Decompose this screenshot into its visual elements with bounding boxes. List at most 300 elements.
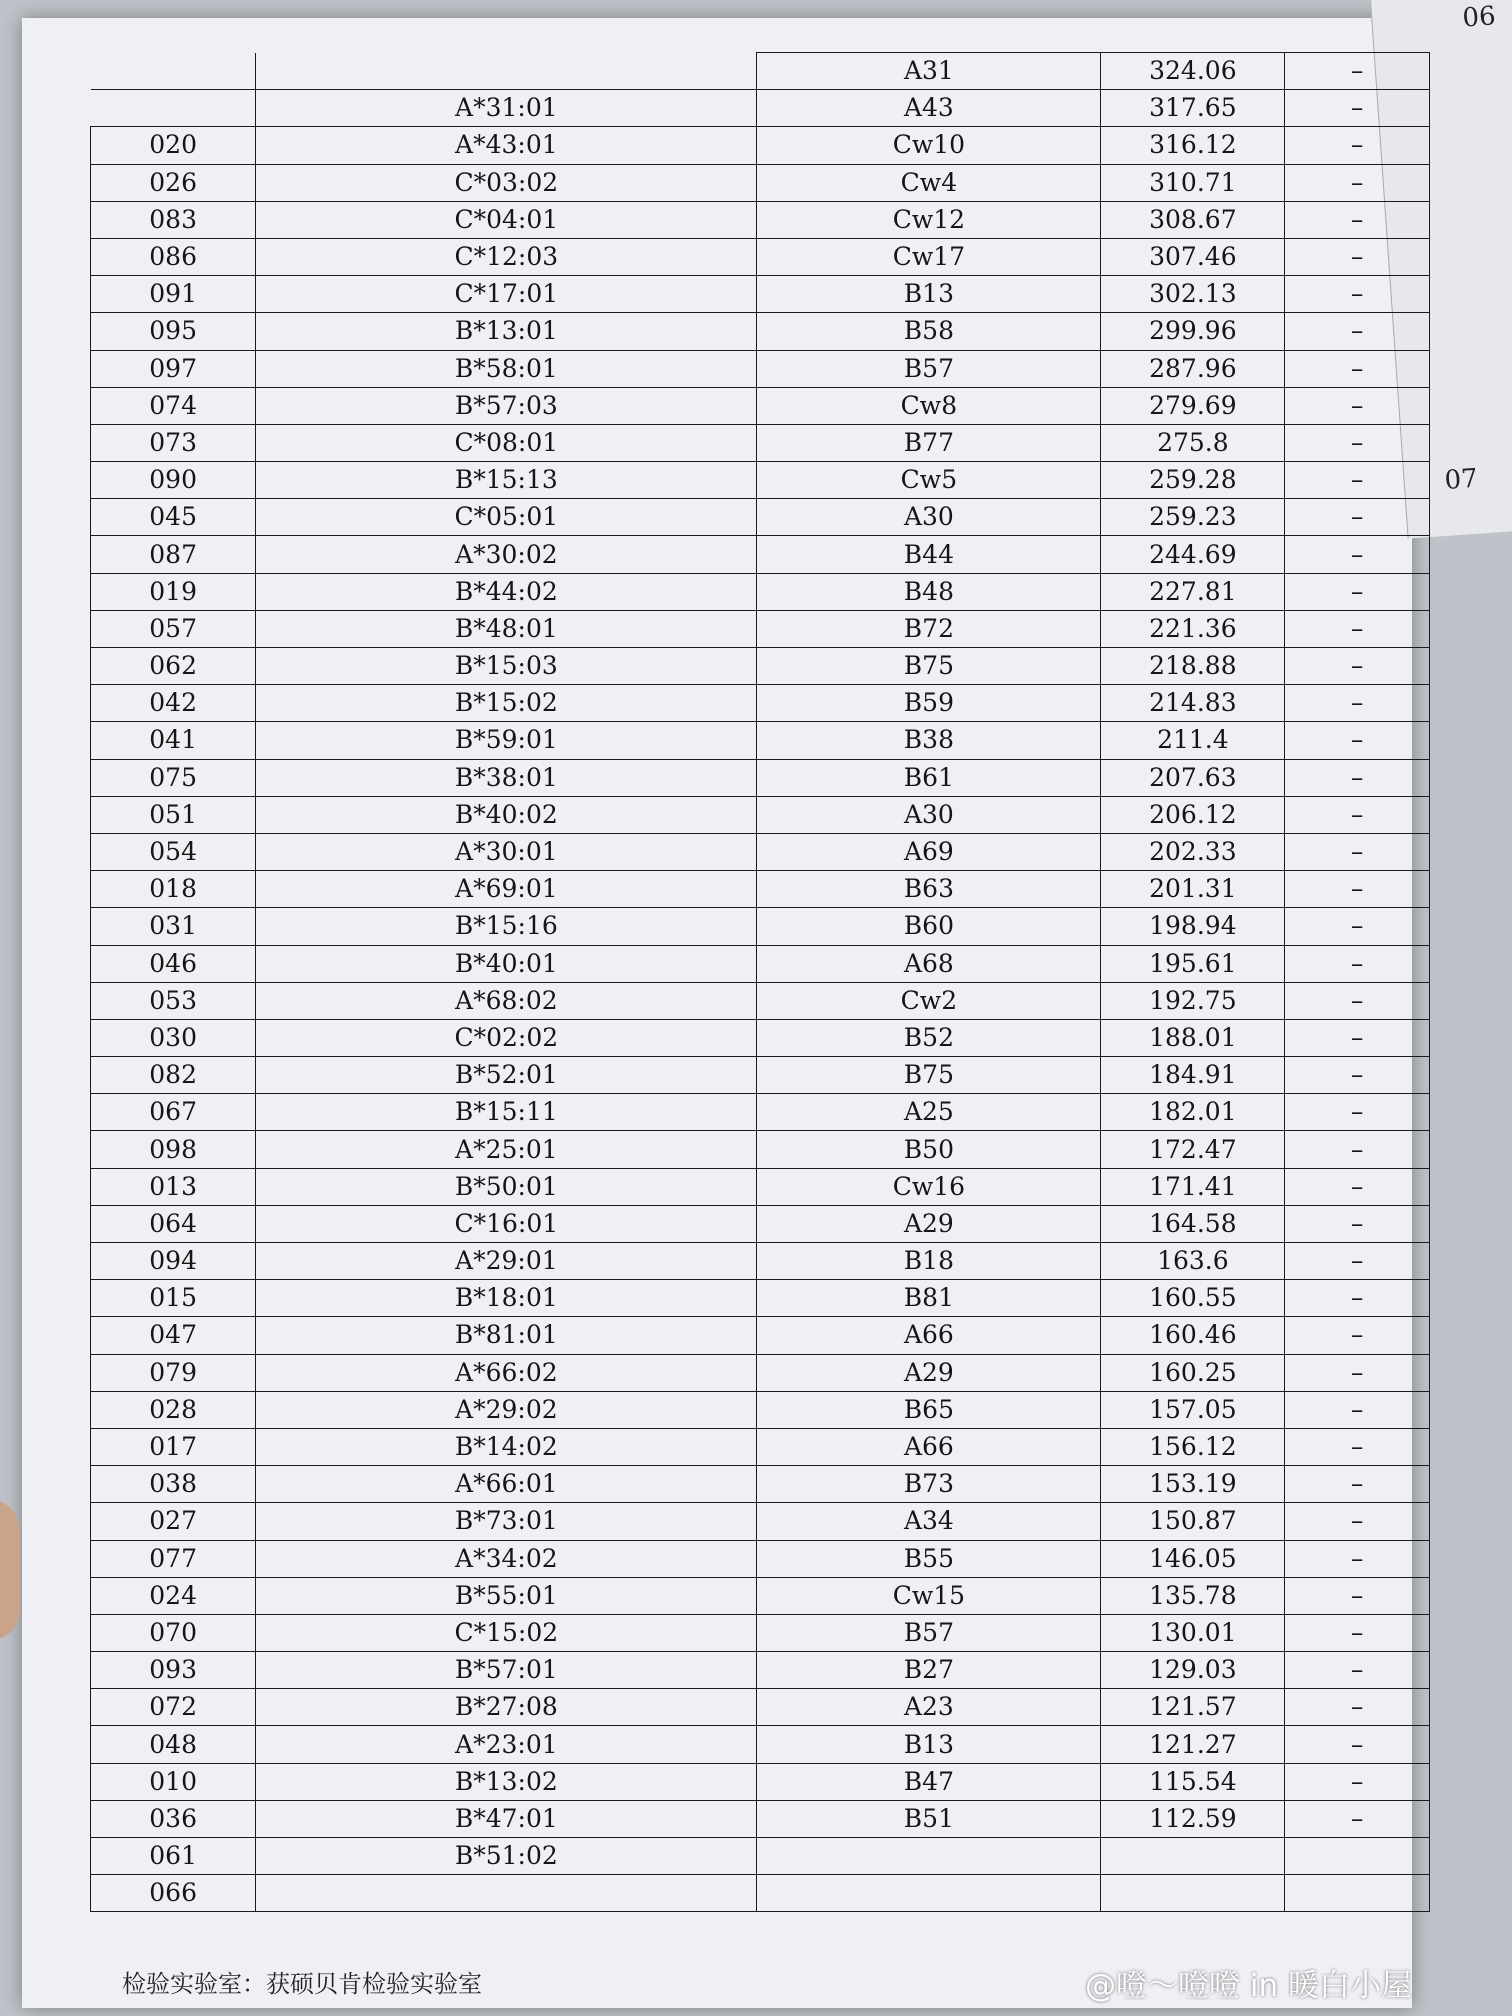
id-cell: 038 (91, 1466, 256, 1503)
allele-cell: B*81:01 (256, 1317, 757, 1354)
value-cell: 160.46 (1101, 1317, 1285, 1354)
antigen-cell: B13 (757, 1726, 1101, 1763)
table-row (91, 1503, 1430, 1540)
allele-cell: B*38:01 (256, 759, 757, 796)
table-row (91, 201, 1430, 238)
id-cell: 027 (91, 1503, 256, 1540)
antigen-cell: B65 (757, 1391, 1101, 1428)
allele-cell: A*66:01 (256, 1466, 757, 1503)
value-cell: 150.87 (1101, 1503, 1285, 1540)
result-cell: – (1285, 1391, 1430, 1428)
allele-cell: B*50:01 (256, 1168, 757, 1205)
table-row (91, 1168, 1430, 1205)
table-row (91, 276, 1430, 313)
value-cell: 302.13 (1101, 276, 1285, 313)
table-row (91, 610, 1430, 647)
allele-cell: A*66:02 (256, 1354, 757, 1391)
result-cell: – (1285, 1019, 1430, 1056)
id-cell: 062 (91, 648, 256, 685)
value-cell: 279.69 (1101, 387, 1285, 424)
antigen-cell: Cw17 (757, 238, 1101, 275)
result-cell: – (1285, 536, 1430, 573)
value-cell: 221.36 (1101, 610, 1285, 647)
table-row (91, 1652, 1430, 1689)
antigen-cell: B38 (757, 722, 1101, 759)
value-cell: 227.81 (1101, 573, 1285, 610)
allele-cell: B*57:01 (256, 1652, 757, 1689)
table-row (91, 796, 1430, 833)
allele-cell: B*57:03 (256, 387, 757, 424)
value-cell: 202.33 (1101, 833, 1285, 870)
result-cell: – (1285, 1577, 1430, 1614)
allele-cell: A*30:01 (256, 833, 757, 870)
result-cell: – (1285, 90, 1430, 127)
allele-cell: C*17:01 (256, 276, 757, 313)
result-cell: – (1285, 722, 1430, 759)
antigen-cell: A23 (757, 1689, 1101, 1726)
result-cell: – (1285, 1466, 1430, 1503)
antigen-cell: B81 (757, 1280, 1101, 1317)
table-row (91, 1280, 1430, 1317)
table-row (91, 1094, 1430, 1131)
table-row (91, 1205, 1430, 1242)
id-cell: 018 (91, 871, 256, 908)
result-cell: – (1285, 164, 1430, 201)
table-row (91, 1428, 1430, 1465)
antigen-cell: B57 (757, 1614, 1101, 1651)
table-row (91, 536, 1430, 573)
allele-cell: B*44:02 (256, 573, 757, 610)
value-cell: 115.54 (1101, 1763, 1285, 1800)
result-cell: – (1285, 833, 1430, 870)
antigen-cell: Cw12 (757, 201, 1101, 238)
id-cell: 086 (91, 238, 256, 275)
antigen-cell: B57 (757, 350, 1101, 387)
value-cell: 156.12 (1101, 1428, 1285, 1465)
value-cell: 184.91 (1101, 1057, 1285, 1094)
value-cell: 201.31 (1101, 871, 1285, 908)
id-cell: 057 (91, 610, 256, 647)
result-cell: – (1285, 685, 1430, 722)
allele-cell: B*55:01 (256, 1577, 757, 1614)
id-cell: 073 (91, 424, 256, 461)
allele-cell: B*15:13 (256, 462, 757, 499)
result-cell: – (1285, 1614, 1430, 1651)
table-row (91, 1131, 1430, 1168)
allele-cell: B*52:01 (256, 1057, 757, 1094)
allele-cell: C*02:02 (256, 1019, 757, 1056)
antigen-cell: B60 (757, 908, 1101, 945)
antigen-cell: A30 (757, 796, 1101, 833)
antigen-cell: B75 (757, 1057, 1101, 1094)
value-cell: 316.12 (1101, 127, 1285, 164)
id-cell: 013 (91, 1168, 256, 1205)
result-cell: – (1285, 1726, 1430, 1763)
value-cell: 160.55 (1101, 1280, 1285, 1317)
table-row (91, 90, 1430, 127)
id-cell: 017 (91, 1428, 256, 1465)
value-cell: 171.41 (1101, 1168, 1285, 1205)
value-cell: 121.57 (1101, 1689, 1285, 1726)
value-cell: 211.4 (1101, 722, 1285, 759)
antigen-cell: B50 (757, 1131, 1101, 1168)
id-cell: 090 (91, 462, 256, 499)
table-row (91, 1317, 1430, 1354)
antigen-cell (757, 1838, 1101, 1875)
table-row (91, 1019, 1430, 1056)
value-cell: 308.67 (1101, 201, 1285, 238)
result-cell: – (1285, 1205, 1430, 1242)
allele-cell: B*15:02 (256, 685, 757, 722)
table-row (91, 1726, 1430, 1763)
id-cell: 098 (91, 1131, 256, 1168)
result-cell: – (1285, 759, 1430, 796)
allele-cell: B*40:02 (256, 796, 757, 833)
allele-cell: B*48:01 (256, 610, 757, 647)
id-cell: 093 (91, 1652, 256, 1689)
value-cell: 287.96 (1101, 350, 1285, 387)
antigen-cell: A29 (757, 1205, 1101, 1242)
antigen-cell: A31 (757, 53, 1101, 90)
result-cell: – (1285, 238, 1430, 275)
result-cell: – (1285, 1652, 1430, 1689)
allele-cell: B*15:11 (256, 1094, 757, 1131)
value-cell (1101, 1838, 1285, 1875)
antigen-cell: B61 (757, 759, 1101, 796)
value-cell: 112.59 (1101, 1800, 1285, 1837)
result-cell: – (1285, 610, 1430, 647)
lab-footer: 检验实验室：获硕贝肯检验实验室 (122, 1970, 482, 1998)
allele-cell: B*13:02 (256, 1763, 757, 1800)
allele-cell: C*16:01 (256, 1205, 757, 1242)
result-cell: – (1285, 648, 1430, 685)
table-row (91, 462, 1430, 499)
result-cell: – (1285, 1354, 1430, 1391)
result-cell: – (1285, 1428, 1430, 1465)
result-cell: – (1285, 1503, 1430, 1540)
result-cell: – (1285, 945, 1430, 982)
value-cell: 182.01 (1101, 1094, 1285, 1131)
table-row (91, 499, 1430, 536)
result-cell: – (1285, 313, 1430, 350)
id-cell: 051 (91, 796, 256, 833)
value-cell: 218.88 (1101, 648, 1285, 685)
allele-cell: A*34:02 (256, 1540, 757, 1577)
table-row (91, 53, 1430, 90)
antigen-cell: Cw5 (757, 462, 1101, 499)
value-cell: 244.69 (1101, 536, 1285, 573)
id-cell: 087 (91, 536, 256, 573)
result-cell: – (1285, 1131, 1430, 1168)
result-cell: – (1285, 871, 1430, 908)
table-row (91, 387, 1430, 424)
antigen-cell: B59 (757, 685, 1101, 722)
result-cell: – (1285, 424, 1430, 461)
value-cell: 198.94 (1101, 908, 1285, 945)
table-row (91, 1614, 1430, 1651)
id-cell: 048 (91, 1726, 256, 1763)
id-cell (91, 53, 256, 90)
antigen-cell: A30 (757, 499, 1101, 536)
value-cell: 299.96 (1101, 313, 1285, 350)
table-row (91, 1540, 1430, 1577)
id-cell: 075 (91, 759, 256, 796)
allele-cell: C*04:01 (256, 201, 757, 238)
result-cell: – (1285, 1243, 1430, 1280)
antigen-cell: Cw16 (757, 1168, 1101, 1205)
antigen-cell: Cw4 (757, 164, 1101, 201)
value-cell: 195.61 (1101, 945, 1285, 982)
antigen-cell: B47 (757, 1763, 1101, 1800)
antigen-cell: A34 (757, 1503, 1101, 1540)
table-row (91, 1763, 1430, 1800)
watermark: @噔～噔噔 in 暖白小屋 (1085, 1968, 1412, 2004)
allele-cell: A*69:01 (256, 871, 757, 908)
table-row (91, 424, 1430, 461)
value-cell: 146.05 (1101, 1540, 1285, 1577)
result-cell: – (1285, 1094, 1430, 1131)
result-cell: – (1285, 276, 1430, 313)
side-fragment: 07 (1443, 463, 1479, 496)
allele-cell: B*58:01 (256, 350, 757, 387)
result-cell (1285, 1838, 1430, 1875)
allele-cell: B*51:02 (256, 1838, 757, 1875)
table-row (91, 648, 1430, 685)
result-cell: – (1285, 1689, 1430, 1726)
allele-cell: C*03:02 (256, 164, 757, 201)
antigen-cell: B55 (757, 1540, 1101, 1577)
table-row (91, 908, 1430, 945)
antigen-cell: B27 (757, 1652, 1101, 1689)
table-row (91, 1800, 1430, 1837)
result-cell: – (1285, 462, 1430, 499)
antigen-cell: A66 (757, 1428, 1101, 1465)
result-cell: – (1285, 1057, 1430, 1094)
table-row (91, 1391, 1430, 1428)
value-cell: 310.71 (1101, 164, 1285, 201)
allele-cell: A*25:01 (256, 1131, 757, 1168)
value-cell: 324.06 (1101, 53, 1285, 90)
antigen-cell: B13 (757, 276, 1101, 313)
id-cell: 091 (91, 276, 256, 313)
antigen-cell: A69 (757, 833, 1101, 870)
id-cell: 046 (91, 945, 256, 982)
result-cell: – (1285, 1763, 1430, 1800)
antigen-cell: B75 (757, 648, 1101, 685)
table-row (91, 1875, 1430, 1912)
id-cell: 061 (91, 1838, 256, 1875)
antigen-cell: Cw8 (757, 387, 1101, 424)
value-cell: 307.46 (1101, 238, 1285, 275)
id-cell: 070 (91, 1614, 256, 1651)
allele-cell: B*13:01 (256, 313, 757, 350)
result-cell: – (1285, 908, 1430, 945)
value-cell: 129.03 (1101, 1652, 1285, 1689)
antigen-cell: A25 (757, 1094, 1101, 1131)
value-cell: 157.05 (1101, 1391, 1285, 1428)
table-row (91, 164, 1430, 201)
id-cell: 028 (91, 1391, 256, 1428)
allele-cell: B*73:01 (256, 1503, 757, 1540)
table-row (91, 759, 1430, 796)
result-cell: – (1285, 387, 1430, 424)
result-cell: – (1285, 201, 1430, 238)
id-cell: 041 (91, 722, 256, 759)
result-cell: – (1285, 499, 1430, 536)
id-cell: 095 (91, 313, 256, 350)
table-row (91, 1057, 1430, 1094)
table-row (91, 127, 1430, 164)
id-cell: 064 (91, 1205, 256, 1242)
allele-cell: B*40:01 (256, 945, 757, 982)
id-cell: 094 (91, 1243, 256, 1280)
antigen-cell: B58 (757, 313, 1101, 350)
allele-cell: C*05:01 (256, 499, 757, 536)
value-cell: 135.78 (1101, 1577, 1285, 1614)
id-cell: 097 (91, 350, 256, 387)
id-cell: 031 (91, 908, 256, 945)
allele-cell: A*30:02 (256, 536, 757, 573)
antigen-cell: A68 (757, 945, 1101, 982)
hla-result-table (90, 52, 1430, 1912)
allele-cell: B*14:02 (256, 1428, 757, 1465)
value-cell: 160.25 (1101, 1354, 1285, 1391)
antigen-cell: B44 (757, 536, 1101, 573)
allele-cell: B*18:01 (256, 1280, 757, 1317)
table-row (91, 238, 1430, 275)
value-cell: 153.19 (1101, 1466, 1285, 1503)
id-cell: 082 (91, 1057, 256, 1094)
value-cell: 172.47 (1101, 1131, 1285, 1168)
allele-cell: C*15:02 (256, 1614, 757, 1651)
allele-cell: C*08:01 (256, 424, 757, 461)
id-cell: 072 (91, 1689, 256, 1726)
table-row (91, 982, 1430, 1019)
thumb (0, 1500, 20, 1640)
id-cell: 074 (91, 387, 256, 424)
table-row (91, 1838, 1430, 1875)
id-cell: 045 (91, 499, 256, 536)
table-row (91, 871, 1430, 908)
table-row (91, 1466, 1430, 1503)
id-cell: 067 (91, 1094, 256, 1131)
table-row (91, 350, 1430, 387)
id-cell: 015 (91, 1280, 256, 1317)
antigen-cell: A43 (757, 90, 1101, 127)
allele-cell: C*12:03 (256, 238, 757, 275)
antigen-cell: B48 (757, 573, 1101, 610)
antigen-cell: B52 (757, 1019, 1101, 1056)
allele-cell: B*15:03 (256, 648, 757, 685)
result-cell: – (1285, 796, 1430, 833)
table-row (91, 1354, 1430, 1391)
value-cell (1101, 1875, 1285, 1912)
allele-cell: B*27:08 (256, 1689, 757, 1726)
allele-cell: B*59:01 (256, 722, 757, 759)
id-cell: 042 (91, 685, 256, 722)
id-cell (91, 90, 256, 127)
value-cell: 275.8 (1101, 424, 1285, 461)
value-cell: 207.63 (1101, 759, 1285, 796)
id-cell: 054 (91, 833, 256, 870)
allele-cell: A*23:01 (256, 1726, 757, 1763)
result-cell: – (1285, 573, 1430, 610)
antigen-cell: B72 (757, 610, 1101, 647)
id-cell: 019 (91, 573, 256, 610)
id-cell: 066 (91, 1875, 256, 1912)
antigen-cell: Cw2 (757, 982, 1101, 1019)
result-cell: – (1285, 1317, 1430, 1354)
id-cell: 036 (91, 1800, 256, 1837)
result-cell: – (1285, 1168, 1430, 1205)
result-cell: – (1285, 350, 1430, 387)
id-cell: 024 (91, 1577, 256, 1614)
allele-cell: A*68:02 (256, 982, 757, 1019)
table-row (91, 685, 1430, 722)
id-cell: 053 (91, 982, 256, 1019)
allele-cell: B*47:01 (256, 1800, 757, 1837)
antigen-cell: B77 (757, 424, 1101, 461)
id-cell: 083 (91, 201, 256, 238)
id-cell: 079 (91, 1354, 256, 1391)
result-cell: – (1285, 53, 1430, 90)
id-cell: 020 (91, 127, 256, 164)
allele-cell: A*43:01 (256, 127, 757, 164)
value-cell: 259.23 (1101, 499, 1285, 536)
antigen-cell: B63 (757, 871, 1101, 908)
result-cell (1285, 1875, 1430, 1912)
result-cell: – (1285, 1280, 1430, 1317)
result-cell: – (1285, 1540, 1430, 1577)
id-cell: 047 (91, 1317, 256, 1354)
id-cell: 077 (91, 1540, 256, 1577)
table-row (91, 833, 1430, 870)
allele-cell (256, 53, 757, 90)
table-row (91, 1243, 1430, 1280)
value-cell: 317.65 (1101, 90, 1285, 127)
id-cell: 026 (91, 164, 256, 201)
value-cell: 130.01 (1101, 1614, 1285, 1651)
antigen-cell: B73 (757, 1466, 1101, 1503)
value-cell: 192.75 (1101, 982, 1285, 1019)
value-cell: 206.12 (1101, 796, 1285, 833)
allele-cell (256, 1875, 757, 1912)
antigen-cell: B51 (757, 1800, 1101, 1837)
result-cell: – (1285, 127, 1430, 164)
value-cell: 188.01 (1101, 1019, 1285, 1056)
side-fragment: 06 (1461, 1, 1497, 34)
antigen-cell (757, 1875, 1101, 1912)
antigen-cell: B18 (757, 1243, 1101, 1280)
value-cell: 163.6 (1101, 1243, 1285, 1280)
allele-cell: A*29:02 (256, 1391, 757, 1428)
table-row (91, 573, 1430, 610)
antigen-cell: A66 (757, 1317, 1101, 1354)
allele-cell: A*31:01 (256, 90, 757, 127)
antigen-cell: Cw10 (757, 127, 1101, 164)
table-row (91, 722, 1430, 759)
value-cell: 164.58 (1101, 1205, 1285, 1242)
antigen-cell: Cw15 (757, 1577, 1101, 1614)
table-row (91, 945, 1430, 982)
value-cell: 214.83 (1101, 685, 1285, 722)
table-row (91, 1689, 1430, 1726)
table-row (91, 1577, 1430, 1614)
result-cell: – (1285, 982, 1430, 1019)
id-cell: 010 (91, 1763, 256, 1800)
value-cell: 121.27 (1101, 1726, 1285, 1763)
result-cell: – (1285, 1800, 1430, 1837)
